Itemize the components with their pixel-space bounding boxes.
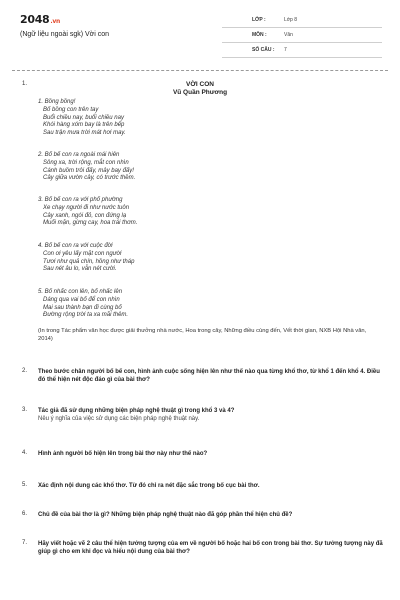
- question-item: [38, 540, 383, 556]
- question-number: 3.: [22, 407, 28, 413]
- poem-line: Cây giữa vườn cây, có trước thềm.: [43, 175, 136, 182]
- poem-line: Mai sau thành bạn đi cùng bố: [43, 304, 122, 311]
- poem-line: Sông xa, trời rộng, mắt con nhìn: [43, 159, 129, 166]
- poem-source: (In trong Tác phẩm văn học được giải thưởng nhà nước, Hoa trong cây, Những điều cùng đến, Vết thời gian, NXB Hội Nhà văn, 2014): [38, 328, 367, 342]
- poem-stanza: [38, 197, 137, 228]
- meta-label: LỚP :: [252, 17, 266, 23]
- meta-label: SỐ CÂU :: [252, 47, 275, 53]
- question-text: Tác giả đã sử dụng những biện pháp nghệ thuật gì trong khổ 3 và 4?: [38, 408, 235, 414]
- poem-line: Bố bồng con trên tay: [43, 106, 99, 113]
- poem-line: Khói hàng xóm bay là trên bếp: [43, 122, 125, 129]
- question-item: [38, 450, 383, 458]
- document-title: (Ngữ liệu ngoài sgk) Vời con: [20, 31, 110, 38]
- poem-line: Con ơi yêu lấy mặt con người: [43, 250, 122, 257]
- question-text: Xác định nội dung các khổ thơ. Từ đó chỉ ra nét đặc sắc trong bố cục bài thơ.: [38, 483, 260, 489]
- poem-line: 5. Bố nhấc con lên, bố nhấc lên: [38, 289, 123, 295]
- header: [0, 0, 400, 66]
- poem-line: Xe chạy người đi như nước tuôn: [43, 204, 130, 211]
- poem-line: Cánh buồm trôi đấy, mây bay đấy!: [43, 167, 134, 174]
- site-logo[interactable]: [20, 13, 60, 26]
- question-item: [38, 482, 383, 490]
- poem-line: 4. Bố bế con ra với cuộc đời: [38, 243, 113, 249]
- question-item: [38, 407, 383, 423]
- question-number: 6.: [22, 511, 28, 517]
- meta-value: Lớp 8: [284, 17, 298, 23]
- poem-stanza: [38, 99, 126, 138]
- logo-text: 2048: [20, 13, 50, 26]
- poem-line: Sau nét âu lo, vẫn nét cười.: [43, 266, 117, 273]
- poem-author: Vũ Quần Phương: [172, 89, 228, 96]
- poem-line: Cây xanh, ngói đỏ, con đứng lạ: [43, 212, 127, 219]
- poem-line: Buổi chiều nay, buổi chiều nay: [43, 114, 124, 121]
- question-text: Hãy viết hoặc vẽ 2 câu thể hiện tưởng tượng của em về người bố hoặc hai bố con trong bài thơ. Sự tưởng tượng này đã giúp gì cho em khi đọc và hiểu nội dung của bài thơ?: [38, 541, 383, 555]
- meta-value: 7: [284, 47, 287, 53]
- poem-stanza: [38, 243, 134, 274]
- poem-line: Tươi như quả chín, hồng như tháp: [43, 258, 135, 265]
- question-item: [38, 511, 383, 519]
- poem-line: Sau trận mưa trời mát hơi may.: [43, 130, 126, 137]
- poem-title: VỜI CON: [186, 81, 214, 88]
- poem-line: Muối mặn, gừng cay, hoa trái thơm.: [43, 220, 138, 227]
- logo-suffix: .vn: [50, 18, 60, 25]
- meta-row-question-count: [222, 47, 382, 58]
- poem-line: 1. Bồng bồng!: [38, 99, 76, 105]
- question-text: Chủ đề của bài thơ là gì? Những biện pháp nghệ thuật nào đã góp phần thể hiện chủ đề?: [38, 512, 293, 518]
- header-divider: [12, 70, 388, 71]
- poem-stanza: [38, 289, 128, 320]
- question-item: [38, 368, 383, 384]
- question-subtext: Nêu ý nghĩa của việc sử dụng các biện pháp nghệ thuật này.: [38, 416, 200, 422]
- question-text: Hình ảnh người bố hiện lên trong bài thơ này như thế nào?: [38, 451, 208, 457]
- poem-line: Đường rộng trời ta xa mãi thêm.: [43, 312, 129, 319]
- meta-value: Văn: [284, 32, 293, 38]
- meta-row-grade: [222, 17, 382, 28]
- meta-label: MÔN :: [252, 32, 267, 38]
- poem-line: 2. Bố bế con ra ngoài mái hiên: [38, 152, 120, 158]
- question-number: 1.: [22, 81, 28, 87]
- poem-line: 3. Bố bế con ra với phố phường: [38, 197, 123, 203]
- question-number: 5.: [22, 482, 28, 488]
- poem-line: Dáng qua vai bố để con nhìn: [43, 296, 120, 303]
- question-text: Theo bước chân người bố bế con, hình ảnh cuộc sống hiện lên như thế nào qua từng khổ thơ, từ khổ 1 đến khổ 4. Điều đó thể hiện nét độc đáo gì của bài thơ?: [38, 369, 380, 383]
- question-number: 7.: [22, 540, 28, 546]
- question-number: 2.: [22, 368, 28, 374]
- meta-row-subject: [222, 32, 382, 43]
- question-number: 4.: [22, 450, 28, 456]
- poem-stanza: [38, 152, 135, 183]
